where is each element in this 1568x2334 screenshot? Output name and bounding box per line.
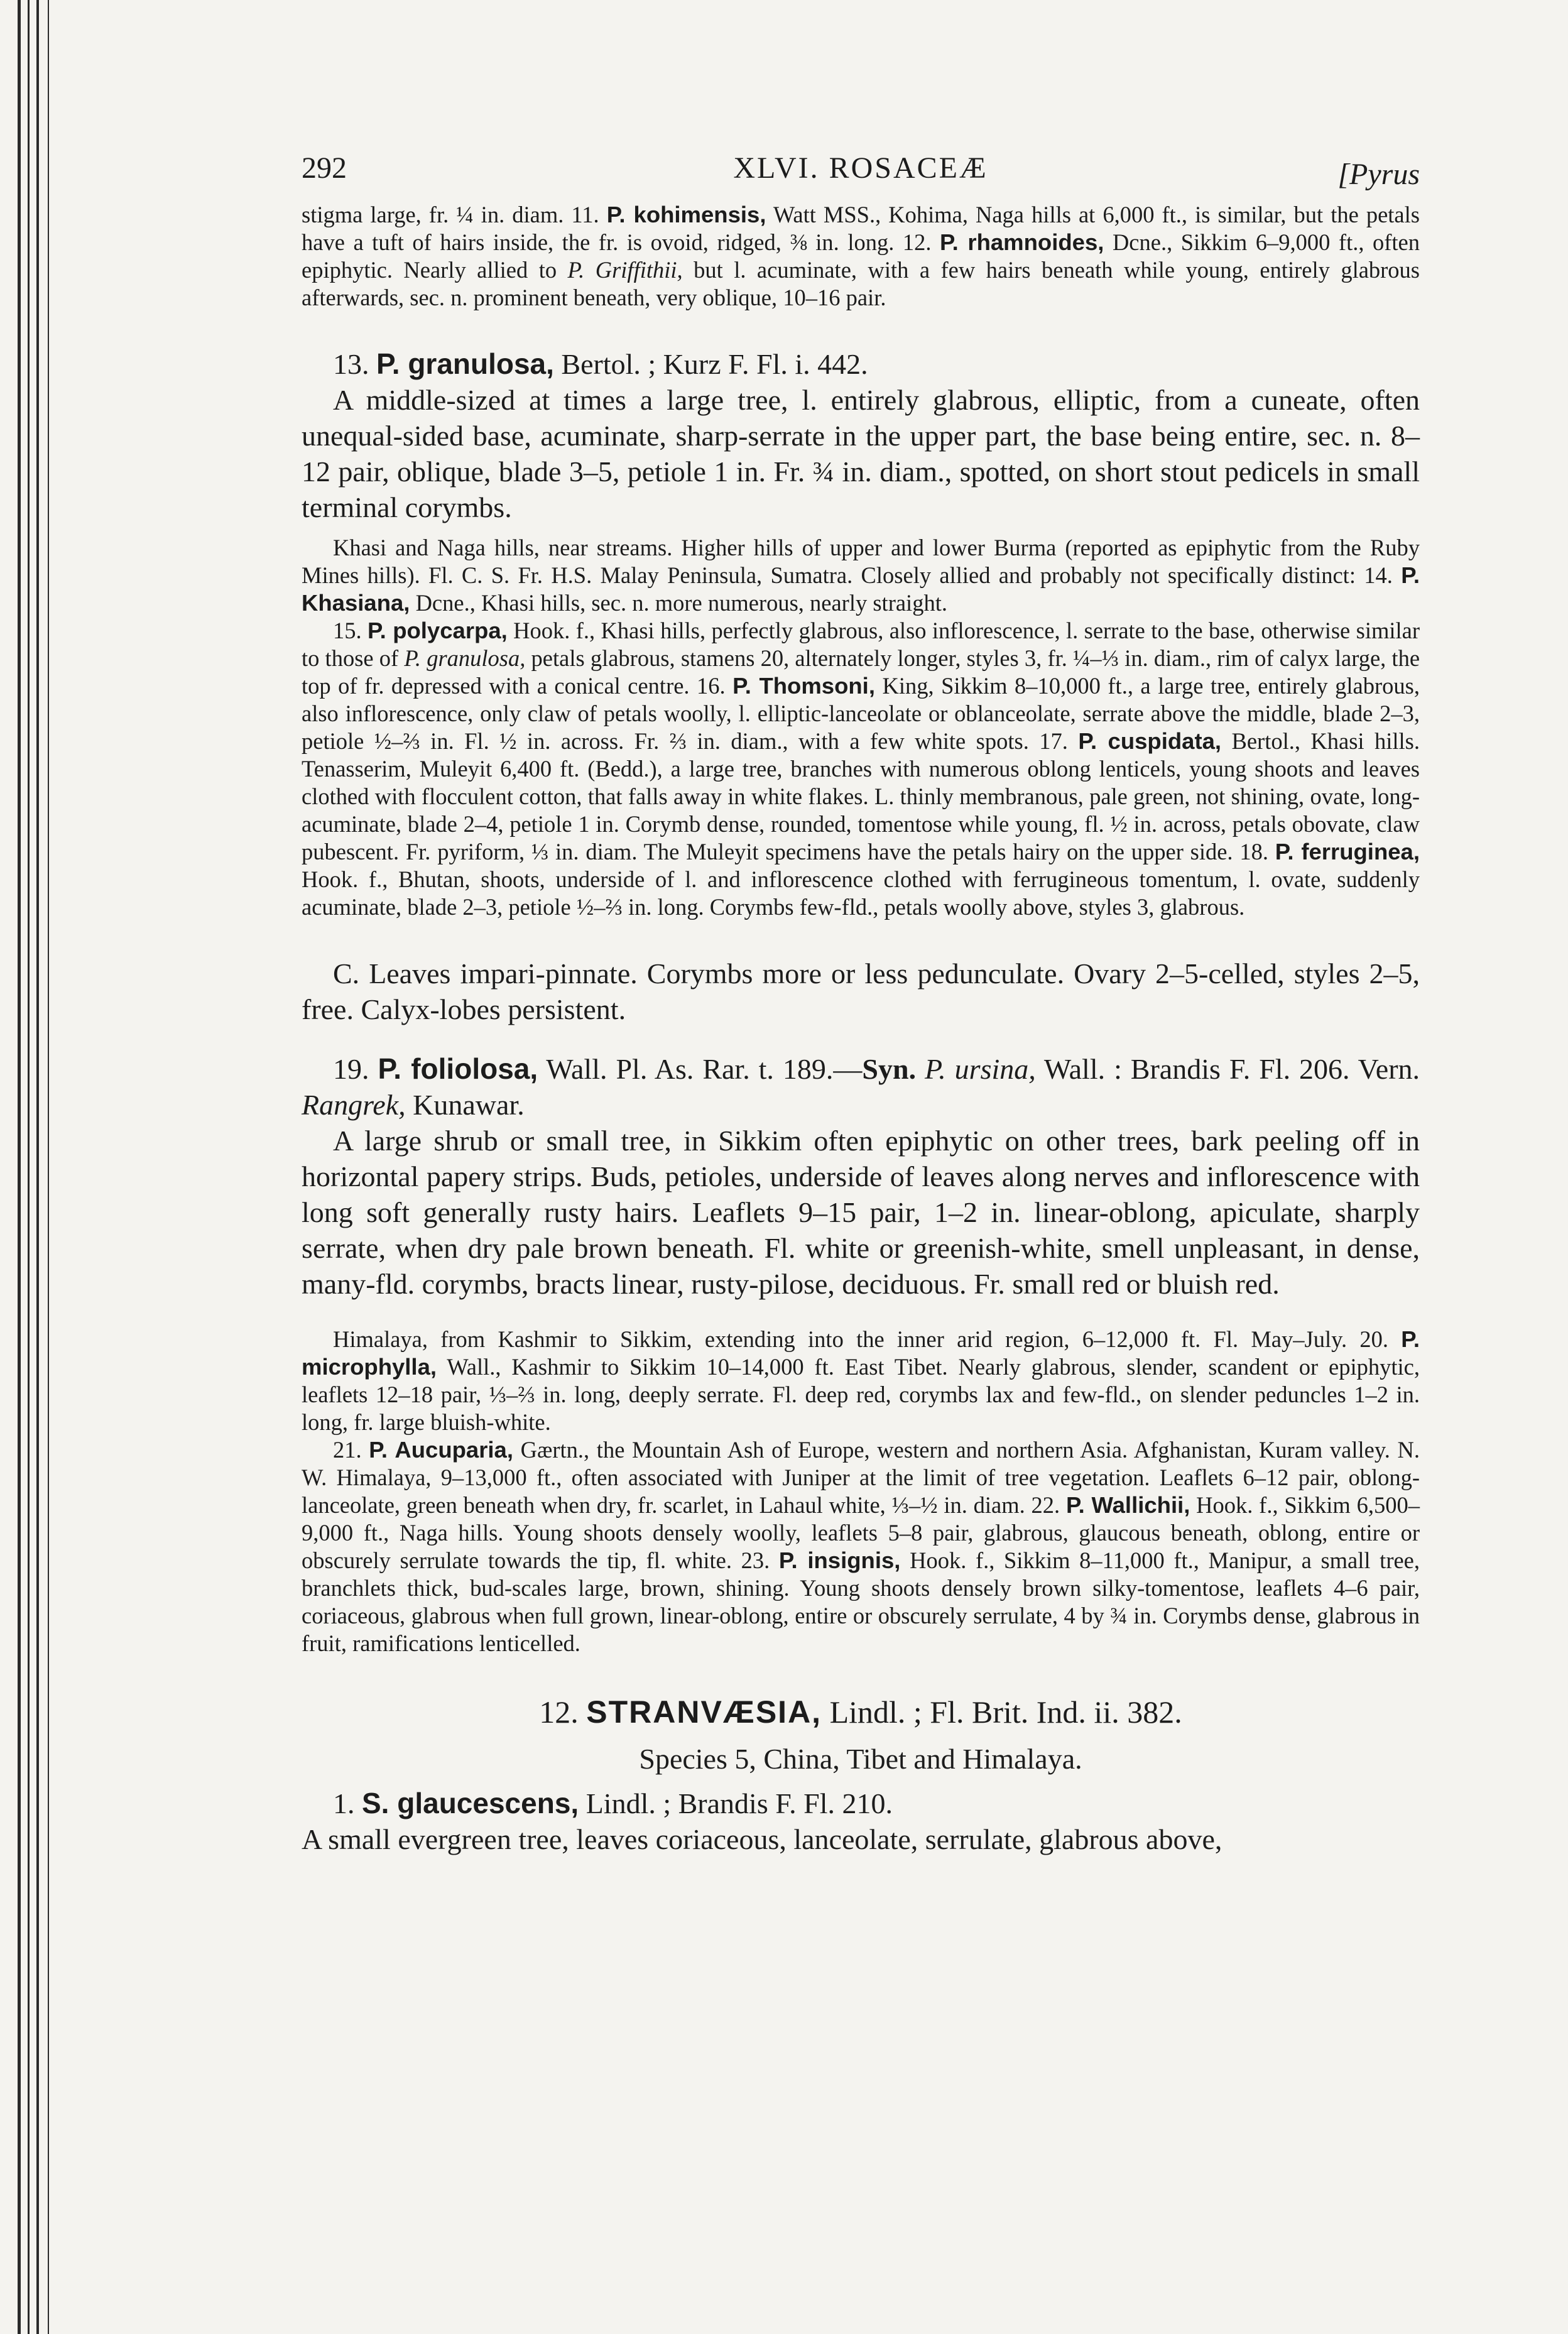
page-header: [302, 145, 1420, 201]
species-description-13: A middle-sized at times a large tree, l. entirely glabrous, elliptic, from a cuneate, often unequal-sided base, acuminate, sharp-serrate in the upper part, the base being entire, sec. n. 8–12 pair, oblique, blade 3–5, petiole 1 in. Fr. ¾ in. diam., spotted, on short stout pedicels in small terminal corymbs.: [302, 384, 1420, 523]
paragraph-pyrus-21-23: 21. P. Aucuparia, Gærtn., the Mountain Ash of Europe, western and northern Asia. Afghanistan, Kuram valley. N. W. Himalaya, 9–13,000 ft., often associated with Juniper at the limit of tree vegetation. Leaflets 6–12 pair, oblong-lanceolate, green beneath when dry, fr. scarlet, in Lahaul white, ⅓–½ in. diam. 22. P. Wallichii, Hook. f., Sikkim 6,500–9,000 ft., Naga hills. Young shoots densely woolly, leaflets 5–8 pair, glabrous, glaucous beneath, oblong, entire or obscurely serrulate towards the tip, fl. white. 23. P. insignis, Hook. f., Sikkim 8–11,000 ft., Manipur, a small tree, branchlets thick, bud-scales large, brown, shining. Young shoots densely brown silky-tomentose, leaflets 4–6 pair, coriaceous, glabrous when full grown, linear-oblong, entire or obscurely serrulate, 4 by ¾ in. Corymbs dense, glabrous in fruit, ramifications lenticelled.: [302, 1437, 1420, 1656]
species-description-s1: A small evergreen tree, leaves coriaceous, lanceolate, serrulate, glabrous above,: [302, 1823, 1222, 1855]
species-heading-19: 19. P. foliolosa, Wall. Pl. As. Rar. t. 189.—Syn. P. ursina, Wall. : Brandis F. Fl. 206. Vern. Rangrek, Kunawar.: [302, 1052, 1420, 1121]
species-heading-13: 13. P. granulosa, Bertol. ; Kurz F. Fl. i. 442.: [333, 347, 868, 380]
binding-edge-line: [18, 0, 21, 2334]
page-number: 292: [302, 151, 347, 185]
binding-edge-line: [48, 0, 49, 2334]
genus-heading-stranvaesia: 12. STRANVÆSIA, Lindl. ; Fl. Brit. Ind. ii. 382.: [539, 1694, 1182, 1730]
binding-edge-line: [28, 0, 30, 2334]
species-heading-s1: 1. S. glaucescens, Lindl. ; Brandis F. Fl. 210.: [333, 1787, 893, 1819]
species-description-19: A large shrub or small tree, in Sikkim often epiphytic on other trees, bark peeling off in horizontal papery strips. Buds, petioles, underside of leaves along nerves and inflorescence with long soft generally rusty hairs. Leaflets 9–15 pair, 1–2 in. linear-oblong, apiculate, sharply serrate, when dry pale brown beneath. Fl. white or greenish-white, smell unpleasant, in dense, many-fld. corymbs, bracts linear, rusty-pilose, deciduous. Fr. small red or bluish red.: [302, 1125, 1420, 1300]
running-head: [Pyrus: [1337, 158, 1420, 191]
page-title: XLVI. ROSACEÆ: [733, 151, 988, 185]
distribution-13: Khasi and Naga hills, near streams. Higher hills of upper and lower Burma (reported as epiphytic from the Ruby Mines hills). Fl. C. S. Fr. H.S. Malay Peninsula, Sumatra. Closely allied and probably not specifically distinct: 14. P. Khasiana, Dcne., Khasi hills, sec. n. more numerous, nearly straight.: [302, 535, 1420, 616]
book-page: [302, 145, 1420, 1857]
paragraph-pyrus-15-18: 15. P. polycarpa, Hook. f., Khasi hills, perfectly glabrous, also inflorescence, l. serrate to the base, otherwise similar to those of P. granulosa, petals glabrous, stamens 20, alternately longer, styles 3, fr. ¼–⅓ in. diam., rim of calyx large, the top of fr. depressed with a conical centre. 16. P. Thomsoni, King, Sikkim 8–10,000 ft., a large tree, entirely glabrous, also inflorescence, only claw of petals woolly, l. elliptic-lanceolate or oblanceolate, serrate above the middle, blade 2–3, petiole ½–⅔ in. Fl. ½ in. across. Fr. ⅔ in. diam., with a few white spots. 17. P. cuspidata, Bertol., Khasi hills. Tenasserim, Muleyit 6,400 ft. (Bedd.), a large tree, branches with numerous oblong lenticels, young shoots and leaves clothed with flocculent cotton, that falls away in white flakes. L. thinly membranous, pale green, not shining, ovate, long-acuminate, blade 2–4, petiole 1 in. Corymb dense, rounded, tomentose while young, fl. ½ in. across, petals obovate, claw pubescent. Fr. pyriform, ⅓ in. diam. The Muleyit specimens have the petals hairy on the upper side. 18. P. ferruginea, Hook. f., Bhutan, shoots, underside of l. and inflorescence clothed with ferrugineous tomentum, l. ovate, suddenly acuminate, blade 2–3, petiole ½–⅔ in. long. Corymbs few-fld., petals woolly above, styles 3, glabrous.: [302, 618, 1420, 920]
binding-edge-line: [36, 0, 39, 2334]
genus-species-count: Species 5, China, Tibet and Himalaya.: [639, 1743, 1082, 1775]
distribution-19: Himalaya, from Kashmir to Sikkim, extending into the inner arid region, 6–12,000 ft. Fl. May–July. 20. P. microphylla, Wall., Kashmir to Sikkim 10–14,000 ft. East Tibet. Nearly glabrous, slender, scandent or epiphytic, leaflets 12–18 pair, ⅓–⅔ in. long, deeply serrate. Fl. deep red, corymbs lax and few-fld., on slender peduncles 1–2 in. long, fr. large bluish-white.: [302, 1326, 1420, 1435]
section-c-heading: C. Leaves impari-pinnate. Corymbs more or less pedunculate. Ovary 2–5-celled, styles 2–5, free. Calyx-lobes persistent.: [302, 957, 1420, 1025]
paragraph-pyrus-11-12: stigma large, fr. ¼ in. diam. 11. P. kohimensis, Watt MSS., Kohima, Naga hills at 6,000 ft., is similar, but the petals have a tuft of hairs inside, the fr. is ovoid, ridged, ⅜ in. long. 12. P. rhamnoides, Dcne., Sikkim 6–9,000 ft., often epiphytic. Nearly allied to P. Griffithii, but l. acuminate, with a few hairs beneath while young, entirely glabrous afterwards, sec. n. prominent beneath, very oblique, 10–16 pair.: [302, 202, 1420, 310]
